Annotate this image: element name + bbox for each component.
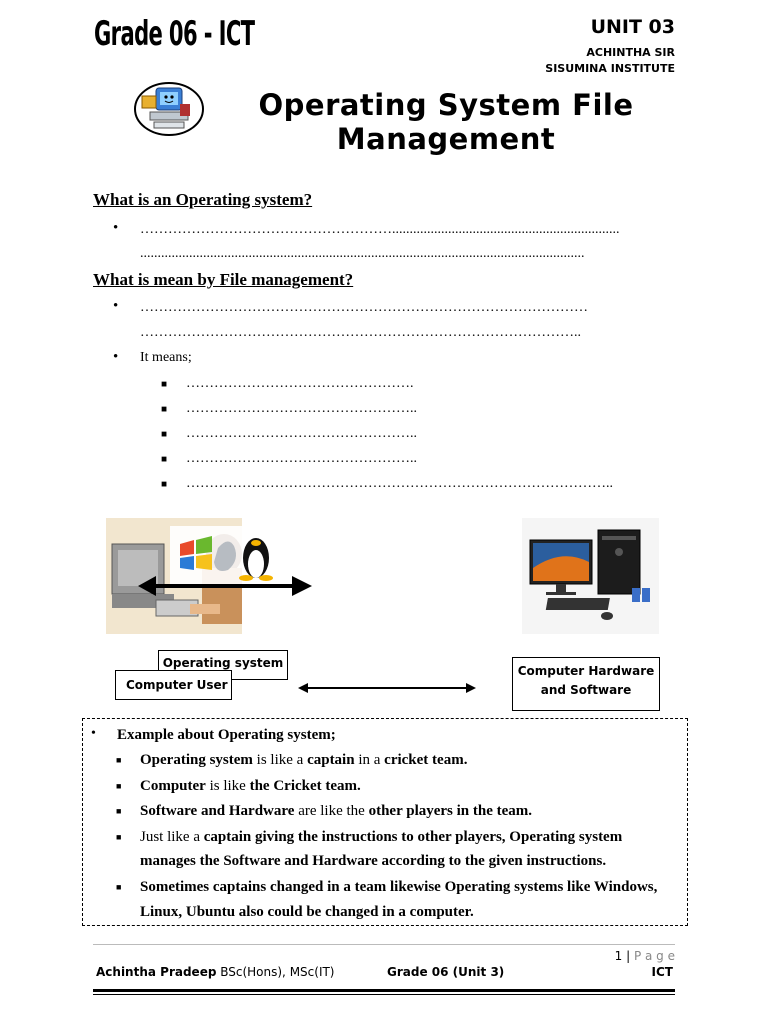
square-bullet: ■ bbox=[161, 379, 168, 390]
example-item-5: Sometimes captains changed in a team likewise Operating systems like Windows, bbox=[140, 879, 658, 895]
author-quals: BSc(Hons), MSc(IT) bbox=[216, 965, 335, 979]
hardware-label-box bbox=[512, 657, 660, 711]
text: Just like a bbox=[140, 829, 204, 845]
sub-item-5: ……………………………………………………………………………….. bbox=[186, 476, 613, 491]
square-bullet: ■ bbox=[161, 404, 168, 415]
answer-line-4: ………………………………………………………………………………….. bbox=[140, 325, 581, 340]
bullet-dot: • bbox=[91, 726, 96, 741]
sub-item-4: ………………………………………….. bbox=[186, 451, 417, 466]
bullet-dot: • bbox=[113, 349, 119, 365]
example-item-2 bbox=[140, 778, 361, 795]
example-item-3 bbox=[140, 803, 532, 820]
question-file-management: What is mean by File management? bbox=[93, 270, 354, 289]
footer-author bbox=[96, 965, 335, 979]
grade-title: Grade 06 - ICT bbox=[94, 14, 255, 54]
author-name: Achintha Pradeep bbox=[96, 965, 217, 979]
square-bullet: ■ bbox=[116, 755, 122, 765]
cricket-team-term: the Cricket team. bbox=[249, 778, 361, 794]
computer-term: Computer bbox=[140, 778, 206, 794]
it-means-label: It means; bbox=[140, 350, 192, 365]
answer-line-3: …………………………………………………………………………………… bbox=[140, 300, 588, 315]
computer-user-illustration bbox=[106, 518, 312, 636]
answer-line-2: ............................................................................................................................... bbox=[140, 246, 585, 261]
page-title bbox=[240, 88, 652, 156]
teacher-name: ACHINTHA SIR bbox=[586, 46, 675, 59]
page-number: 1 bbox=[614, 949, 623, 963]
cricket-team-term: cricket team. bbox=[384, 752, 468, 768]
footer-divider bbox=[93, 944, 675, 945]
bullet-dot: • bbox=[113, 220, 119, 236]
page-indicator: 1 | P a g e bbox=[614, 949, 675, 963]
os-term: Operating system bbox=[140, 752, 253, 768]
example-item-1 bbox=[140, 752, 467, 769]
text: is like bbox=[205, 778, 250, 794]
example-item-5-cont: Linux, Ubuntu also could be changed in a computer. bbox=[140, 904, 474, 920]
footer-center: Grade 06 (Unit 3) bbox=[387, 965, 505, 979]
footer-rule-thick bbox=[93, 989, 675, 992]
answer-line-1: ………………………………………………................................................................. bbox=[140, 222, 620, 237]
user-label-box: Computer User bbox=[115, 670, 232, 700]
author-block bbox=[545, 45, 675, 77]
text: is like a bbox=[252, 752, 308, 768]
page-word: P a g e bbox=[633, 949, 675, 963]
title-line-2: Management bbox=[336, 122, 556, 156]
square-bullet: ■ bbox=[116, 806, 122, 816]
question-os: What is an Operating system? bbox=[93, 190, 313, 209]
sub-item-2: ………………………………………….. bbox=[186, 401, 417, 416]
captain-term: captain bbox=[307, 752, 355, 768]
example-box bbox=[82, 718, 688, 926]
square-bullet: ■ bbox=[116, 882, 122, 892]
title-line-1: Operating System File bbox=[258, 88, 634, 122]
square-bullet: ■ bbox=[161, 479, 168, 490]
hardware-label-line2: and Software bbox=[540, 683, 632, 697]
computer-hardware-illustration bbox=[522, 518, 659, 634]
example-item-4 bbox=[140, 829, 622, 846]
institute-name: SISUMINA INSTITUTE bbox=[545, 62, 675, 75]
footer-right: ICT bbox=[651, 965, 673, 979]
other-players-term: other players in the team. bbox=[368, 803, 533, 819]
os-label-box: Operating system bbox=[158, 650, 288, 680]
example-heading: Example about Operating system; bbox=[117, 727, 336, 743]
square-bullet: ■ bbox=[116, 781, 122, 791]
hardware-label-line1: Computer Hardware bbox=[517, 664, 655, 678]
sub-item-3: ………………………………………….. bbox=[186, 426, 417, 441]
text: captain giving the instructions to other players, Operating system bbox=[203, 829, 623, 845]
sub-item-1: …………………………………………. bbox=[186, 376, 414, 391]
text: are like the bbox=[294, 803, 369, 819]
square-bullet: ■ bbox=[161, 454, 168, 465]
footer-rule-thin bbox=[93, 994, 675, 995]
unit-label: UNIT 03 bbox=[590, 16, 675, 38]
text: in a bbox=[354, 752, 385, 768]
computer-logo-icon bbox=[134, 82, 204, 136]
example-item-4-cont: manages the Software and Hardware according to the given instructions. bbox=[140, 853, 607, 869]
software-hardware-term: Software and Hardware bbox=[140, 803, 295, 819]
square-bullet: ■ bbox=[161, 429, 168, 440]
double-arrow-icon bbox=[298, 680, 476, 696]
bullet-dot: • bbox=[113, 298, 119, 314]
square-bullet: ■ bbox=[116, 832, 122, 842]
